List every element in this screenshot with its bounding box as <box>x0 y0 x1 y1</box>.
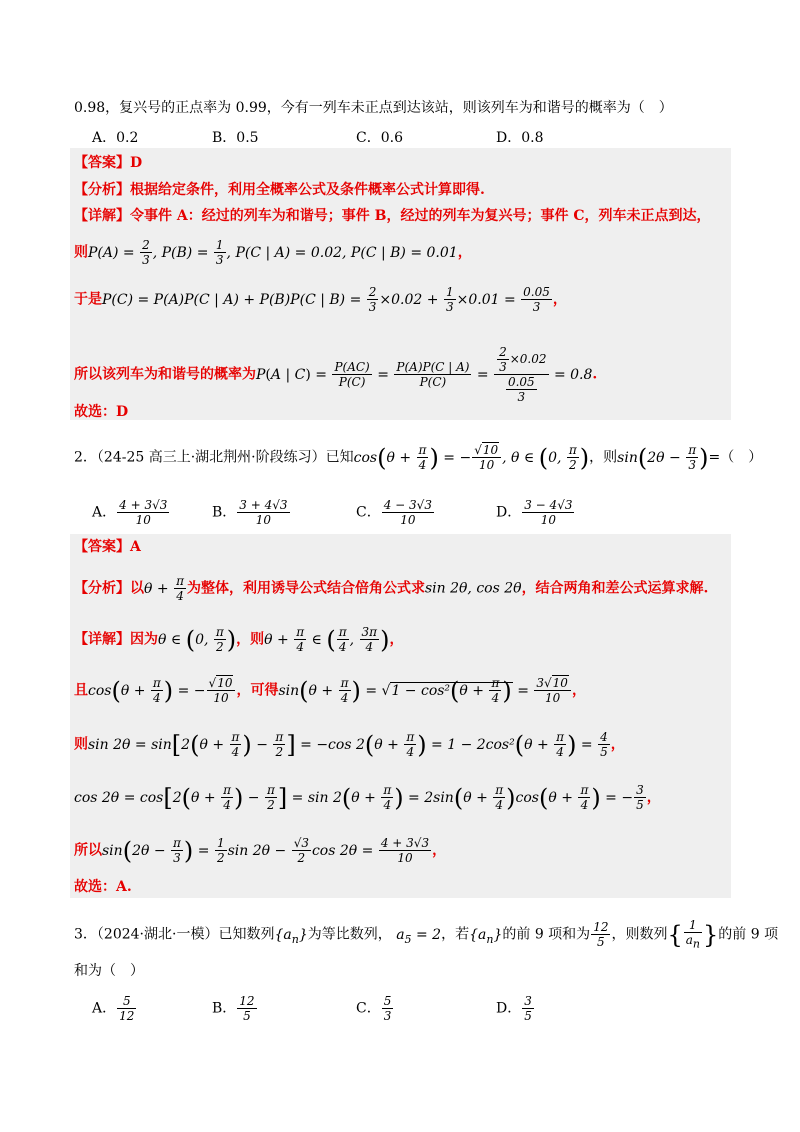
q2-formula-sin: 且cos(θ + $\frac{\pi}{4}$ ) = − $\frac{√10}{10}$ ，可得sin(θ + $\frac{\pi}{4}$ ) = √1 − cos²(θ + $\frac{\pi}{4}$ ) = $\frac{3√10}{10}$ ， <box>74 676 586 705</box>
q2-option-d[interactable]: D． $\frac{3 - 4√3}{10}$ <box>496 498 573 527</box>
q2-answer: 【答案】A <box>74 539 141 555</box>
q2-stem: 2．（24-25 高三上·湖北荆州·阶段练习）已知cos(θ + $\frac{\pi}{4}$ ) = − $\frac{√10}{10}$ , θ ∈ (0, $\frac{\pi}{2}$ )，则sin(2θ − $\frac{\pi}{3}$ )=（ ） <box>74 443 763 472</box>
q1-option-a[interactable]: A．0.2 <box>92 130 139 146</box>
q1-stem: 0.98，复兴号的正点率为 0.99，今有一列车未正点到达该站，则该列车为和谐号的概率为（ ） <box>74 100 673 116</box>
q1-answer: 【答案】D <box>74 155 143 171</box>
q2-formula-cos2: cos 2θ = cos[2(θ + $\frac{\pi}{4}$ ) − $\frac{\pi}{2}$ ] = sin 2(θ + $\frac{\pi}{4}$ ) = 2sin(θ + $\frac{\pi}{4}$ )cos(θ + $\frac{\pi}{4}$ ) = − $\frac{3}{5}$ ， <box>74 783 661 812</box>
q3-stem-line2: 和为（ ） <box>74 963 144 979</box>
q1-formula-total: 于是P(C) = P(A)P(C | A) + P(B)P(C | B) = $\frac{2}{3}$ ×0.02 + $\frac{1}{3}$ ×0.01 = $\frac{0.05}{3}$ ， <box>74 285 567 314</box>
q3-option-d[interactable]: D． $\frac{3}{5}$ <box>496 994 532 1023</box>
q1-option-d[interactable]: D．0.8 <box>496 130 544 146</box>
q2-formula-sin2: 则sin 2θ = sin[2(θ + $\frac{\pi}{4}$ ) − $\frac{\pi}{2}$ ] = −cos 2(θ + $\frac{\pi}{4}$ ) = 1 − 2cos²(θ + $\frac{\pi}{4}$ ) = $\frac{4}{5}$ ， <box>74 730 625 759</box>
q1-detail: 【详解】令事件 A：经过的列车为和谐号；事件 B，经过的列车为复兴号；事件 C，列车未正点到达， <box>74 208 711 224</box>
q3-stem: 3．（2024·湖北·一模）已知数列$\{a_n\}$为等比数列， $a_5 = 2$，若$\{a_n\}$的前 9 项和为 $\frac{12}{5}$ ，则数列{ $\frac{1}{a_n}$ }的前 9 项 <box>74 918 779 951</box>
q1-option-b[interactable]: B．0.5 <box>212 130 259 146</box>
q2-analysis: 【分析】以θ + $\frac{\pi}{4}$ 为整体，利用诱导公式结合倍角公式求sin 2θ, cos 2θ，结合两角和差公式运算求解. <box>74 574 709 603</box>
q2-conclusion: 故选：A. <box>74 879 132 895</box>
q1-conclusion: 故选：D <box>74 404 129 420</box>
q2-formula-final: 所以sin(2θ − $\frac{\pi}{3}$ ) = $\frac{1}{2}$ sin 2θ − $\frac{√3}{2}$ cos 2θ = $\frac{4 + 3√3}{10}$ ， <box>74 836 447 865</box>
q1-option-c[interactable]: C．0.6 <box>356 130 403 146</box>
q2-option-a[interactable]: A． $\frac{4 + 3√3}{10}$ <box>92 498 168 527</box>
q1-formula-probs: 则P(A) = $\frac{2}{3}$ , P(B) = $\frac{1}{3}$ , P(C | A) = 0.02, P(C | B) = 0.01， <box>74 238 472 267</box>
q3-option-a[interactable]: A． $\frac{5}{12}$ <box>92 994 135 1023</box>
q1-analysis: 【分析】根据给定条件，利用全概率公式及条件概率公式计算即得. <box>74 182 485 198</box>
q3-option-b[interactable]: B． $\frac{12}{5}$ <box>212 994 255 1023</box>
q3-option-c[interactable]: C． $\frac{5}{3}$ <box>356 994 392 1023</box>
q1-formula-bayes: 所以该列车为和谐号的概率为P(A | C) = $\frac{P(AC)}{P(C)}$ = $\frac{P(A)P(C | A)}{P(C)}$ = $\frac{2}{3}$ ×0.02 $\frac{0.05}{3}$ = 0.8. <box>74 345 598 404</box>
q2-option-c[interactable]: C． $\frac{4 - 3√3}{10}$ <box>356 498 432 527</box>
q2-option-b[interactable]: B． $\frac{3 + 4√3}{10}$ <box>212 498 288 527</box>
q2-detail: 【详解】因为θ ∈ (0, $\frac{\pi}{2}$ )，则θ + $\frac{\pi}{4}$ ∈ ( $\frac{\pi}{4}$ , $\frac{3\pi}{4}$ )， <box>74 625 404 654</box>
